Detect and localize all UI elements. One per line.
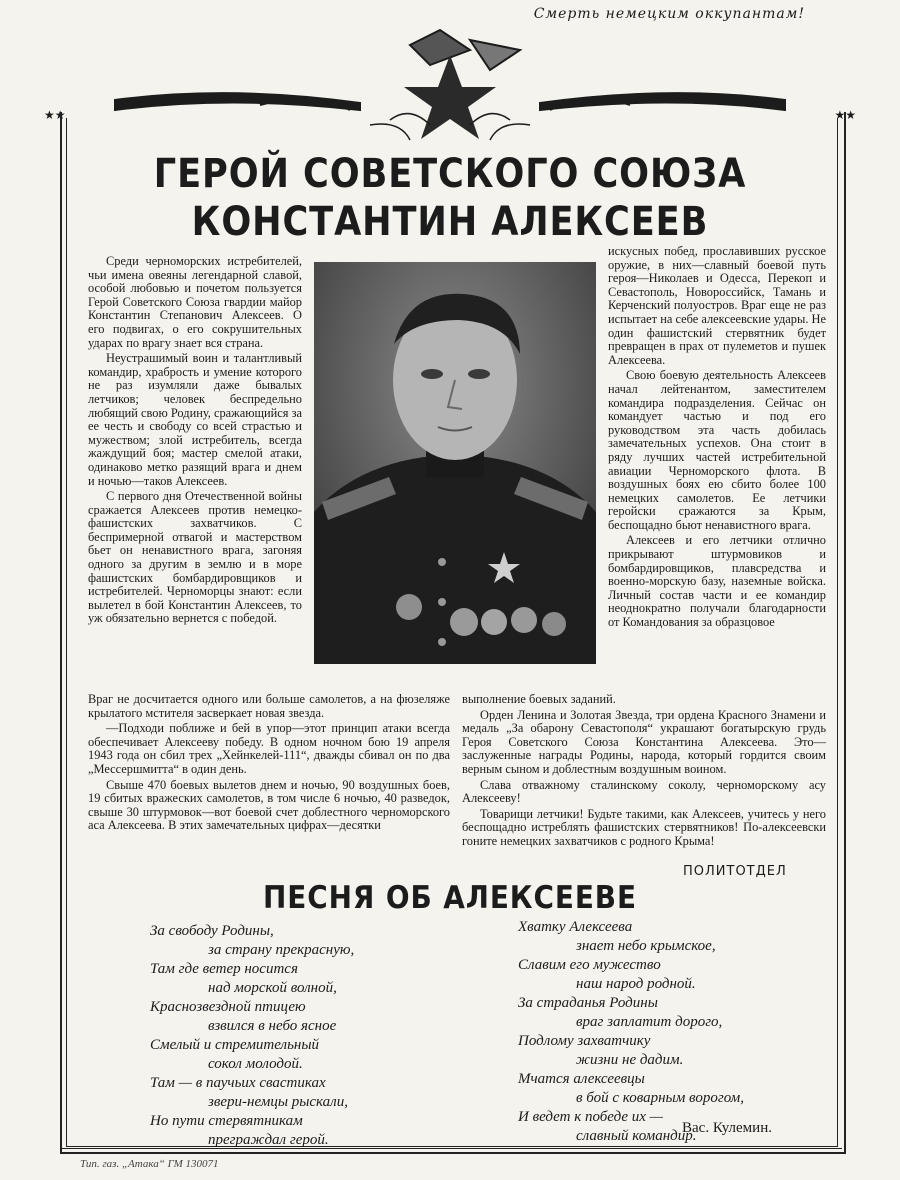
- song-column-left: [150, 922, 354, 1150]
- corner-stars-icon: ★★: [44, 108, 66, 122]
- paragraph: Среди черноморских истребителей, чьи имена овеяны легендарной славой, особой любовью и почетом пользуется Герой Советского Союза гвардии майор Константин Степанович Алексеев. О его подвигах, о его сокрушительных ударах по врагу знает вся страна.: [88, 254, 302, 350]
- paragraph: выполнение боевых заданий.: [462, 692, 616, 706]
- corner-stars-icon: ★★: [834, 108, 856, 122]
- song-author: Вас. Кулемин.: [682, 1120, 772, 1136]
- verse-line: враг заплатит дорого,: [576, 1014, 723, 1030]
- verse-line: Краснозвездной птицею: [150, 999, 306, 1015]
- portrait-image: [314, 262, 596, 664]
- article-column-right: [608, 245, 826, 630]
- paragraph: Слава отважному сталинскому соколу, черноморскому асу Алексееву!: [462, 777, 826, 806]
- paragraph: Алексеев и его летчики отлично прикрывают штурмовиков и бомбардировщиков, плавсредства и военно-морскую базу, наземные войска. Личный состав части и ее командир неоднократно получали благодарности от Командования за образцовое: [608, 533, 826, 630]
- verse-line: Славим его мужество: [518, 957, 661, 973]
- verse-line: знает небо крымское,: [576, 938, 716, 954]
- paragraph: Свыше 470 боевых вылетов днем и ночью, 90 воздушных боев, 19 сбитых вражеских самолетов, в том числе 6 ночью, 40 разведок, свыше 30 штурмовок—вот боевой счет доблестного черноморского аса Алексеева. В этих замечательных цифрах—десятки: [88, 777, 450, 833]
- header-slogan: Смерть немецким оккупантам!: [533, 6, 805, 22]
- paragraph: Орден Ленина и Золотая Звезда, три ордена Красного Знамени и медаль „За обарону Севастополя“ украшают богатырскую грудь Героя Советского Союза Константина Алексеева. Это—заслуженные награды Родины, народа, который гордится своим верным сыном и доблестным воздушным воином.: [462, 707, 826, 776]
- verse-line: Но пути стервятникам: [150, 1113, 303, 1129]
- verse-line: сокол молодой.: [208, 1056, 303, 1072]
- verse-line: Хватку Алексеева: [518, 919, 633, 935]
- verse-line: за страну прекрасную,: [208, 942, 355, 958]
- paragraph: Товарищи летчики! Будьте такими, как Алексеев, учитесь у него беспощадно истреблять фашистских стервятников! По-алексеевски гоните немецких захватчиков с родного Крыма!: [462, 806, 826, 848]
- verse-line: Подлому захватчику: [518, 1033, 651, 1049]
- verse-line: Там где ветер носится: [150, 961, 298, 977]
- verse-line: наш народ родной.: [576, 976, 696, 992]
- verse-line: Смелый и стремительный: [150, 1037, 319, 1053]
- title-line-1: ГЕРОЙ СОВЕТСКОГО СОЮЗА: [153, 151, 747, 197]
- verse-line: славный командир.: [576, 1128, 697, 1144]
- article-wide-left: [88, 693, 450, 833]
- article-wide-right: [462, 693, 826, 849]
- article-column-left: [88, 255, 302, 626]
- verse-line: преграждал герой.: [208, 1132, 329, 1148]
- verse-line: жизни не дадим.: [576, 1052, 684, 1068]
- paragraph: Враг не досчитается одного или больше самолетов, а на фюзеляже крылатого мстителя засверкает новая звезда.: [88, 692, 450, 720]
- verse-line: в бой с коварным ворогом,: [576, 1090, 744, 1106]
- verse-line: И ведет к победе их —: [518, 1109, 664, 1125]
- verse-line: над морской волной,: [208, 980, 337, 996]
- page-title: [124, 150, 775, 246]
- paragraph: искусных побед, прославивших русское оружие, в них—славный боевой путь героя—Николаев и Одесса, Перекоп и Севастополь, Новороссийск, Тамань и Керченский полуостров. Враг еще не раз испытает на себе алексеевские удары. Не один фашистский стервятник будет превращен в прах от пулеметов и пушек Алексеева.: [608, 244, 826, 367]
- paragraph: Свою боевую деятельность Алексеев начал лейтенантом, заместителем командира подразделения. Сейчас он командует частью и под его руководством эта часть добилась замечательных успехов. Она стоит в ряду лучших частей истребительной авиации Черноморского флота. В воздушных боях ею сбито более 100 немецких самолетов. Ее летчики геройски сражаются за Крым, беспощадно бьют ненавистного врага.: [608, 368, 826, 532]
- verse-line: звери-немцы рыскали,: [208, 1094, 348, 1110]
- paragraph: —Подходи поближе и бей в упор—этот принцип атаки всегда обеспечивает Алексееву победу. В одном ночном бою 19 апреля 1943 года он сбил трех „Хейнкелей-111“, дважды сбивал он по два „Мессершмитта“ в один день.: [88, 721, 450, 776]
- verse-line: За страданья Родины: [518, 995, 658, 1011]
- title-line-2: КОНСТАНТИН АЛЕКСЕЕВ: [191, 199, 709, 245]
- article-signature: ПОЛИТОТДЕЛ: [683, 864, 787, 879]
- verse-line: Там — в паучьих свастиках: [150, 1075, 326, 1091]
- portrait-photo: [314, 262, 596, 664]
- verse-line: За свободу Родины,: [150, 923, 274, 939]
- print-imprint: Тип. газ. „Атака“ ГМ 130071: [80, 1158, 219, 1170]
- song-title: ПЕСНЯ ОБ АЛЕКСЕЕВЕ: [263, 880, 637, 916]
- verse-line: взвился в небо ясное: [208, 1018, 337, 1034]
- song-column-right: [518, 918, 744, 1146]
- paragraph: С первого дня Отечественной войны сражается Алексеев против немецко-фашистских захватчиков. С беспримерной отвагой и мастерством бьет он ненавистного врага, загоняя одного за другим в землю и в море фашистских бомбардировщиков и истребителей. Черноморцы знают: если вылетел в бой Константин Алексеев, то уж обязательно вернется с победой.: [88, 489, 302, 626]
- verse-line: Мчатся алексеевцы: [518, 1071, 645, 1087]
- bottom-divider: [60, 1148, 842, 1149]
- paragraph: Неустрашимый воин и талантливый командир, храбрость и умение которого не раз изумляли даже бывалых летчиков; человек беспредельно любящий свою Родину, сражающийся за ее честь и свободу со всей страстью и мужеством; злой истребитель, всегда жаждущий боя; мастер смелой атаки, одинаково метко разящий врага и днем и ночью—таков Алексеев.: [88, 351, 302, 488]
